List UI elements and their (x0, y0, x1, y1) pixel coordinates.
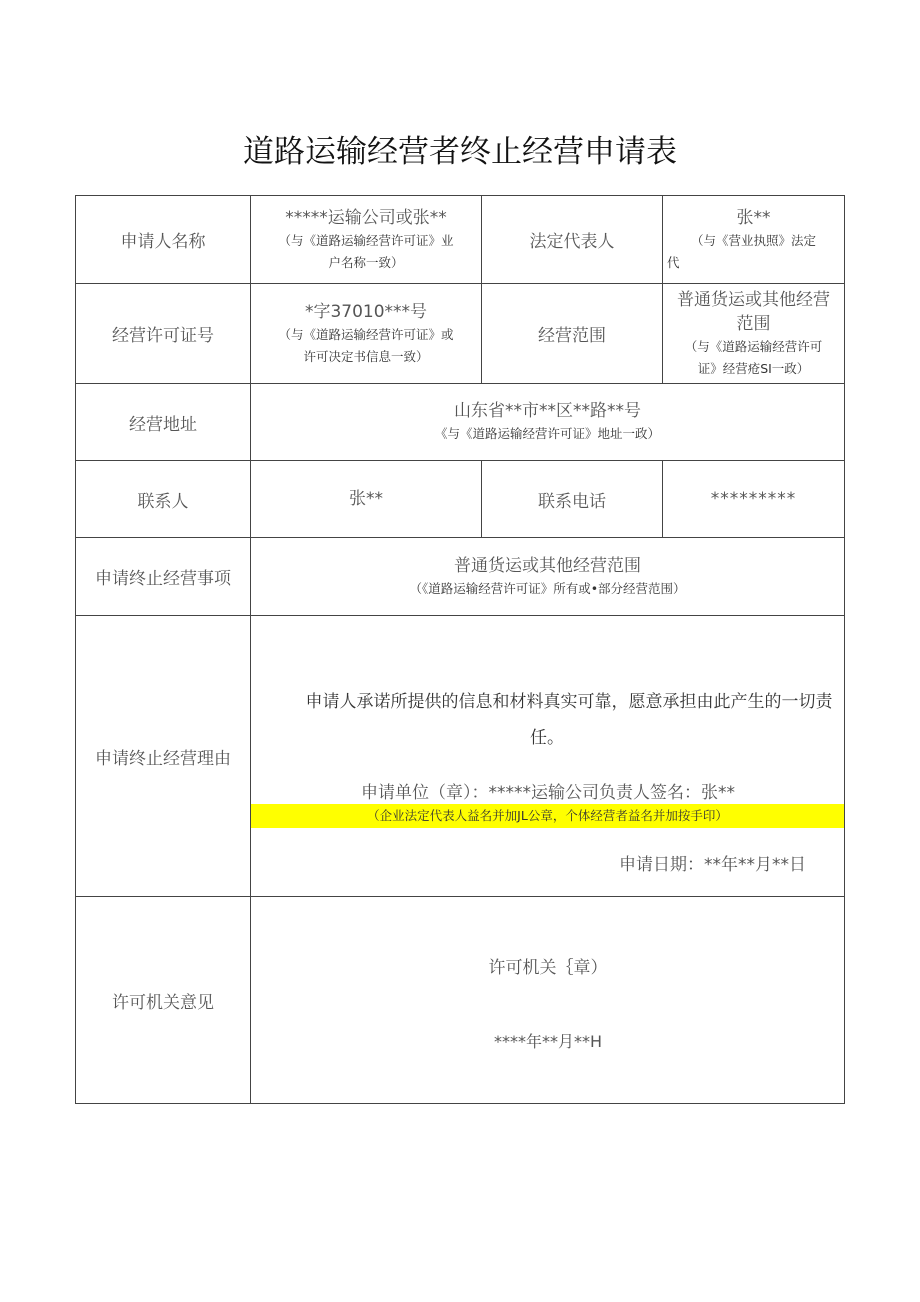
authority-opinion-label: 许可机关意见 (112, 992, 214, 1013)
applicant-pledge-text: 申请人承诺所提供的信息和材料真实可靠，愿意承担由此产生的一切责任。 (305, 692, 833, 748)
contact-person-cell (251, 461, 482, 538)
business-address-cell (251, 384, 844, 461)
contact-phone-label-cell (482, 461, 663, 538)
applicant-name-label-cell (76, 196, 251, 284)
application-form (75, 195, 845, 1104)
business-address-note: 《与《道路运输经营许可证》地址一政） (434, 426, 660, 441)
applicant-signature-line: 申请单位（章）：*****运输公司负责人签名：张** (361, 783, 735, 803)
termination-items-label-cell (76, 538, 251, 616)
license-number-label: 经营许可证号 (112, 326, 214, 346)
applicant-name-value: *****运输公司或张** (285, 207, 447, 228)
contact-person-label-cell (76, 461, 251, 538)
business-scope-value-line1: 普通货运或其他经营 (677, 289, 830, 310)
contact-person-value: 张** (349, 489, 383, 509)
legal-rep-value: 张** (736, 208, 771, 228)
business-scope-label: 经营范围 (538, 326, 606, 346)
legal-rep-label: 法定代表人 (529, 232, 615, 252)
business-scope-note-line2: 证》经营疮SI一政） (697, 360, 810, 376)
legal-rep-note-line1: （与《营业执照》法定 (690, 233, 816, 248)
license-number-note-line1: （与《道路运输经营许可证》或 (278, 326, 454, 342)
form-title: 道路运输经营者终止经营申请表 (243, 134, 677, 170)
applicant-name-label: 申请人名称 (120, 232, 206, 252)
license-number-label-cell (76, 284, 251, 384)
authority-opinion-cell (251, 897, 844, 1103)
termination-items-label: 申请终止经营事项 (95, 569, 231, 589)
legal-rep-cell (663, 196, 844, 284)
authority-opinion-label-cell (76, 897, 251, 1103)
authority-date: ****年**月**H (493, 1032, 603, 1051)
license-number-note-line2: 许可决定书信息一致） (303, 348, 429, 364)
contact-phone-label: 联系电话 (538, 491, 606, 512)
business-address-label-cell (76, 384, 251, 461)
termination-items-note: （《道路运输经营许可证》所有或•部分经营范围） (409, 580, 686, 596)
application-date: 申请日期：**年**月**日 (619, 855, 806, 875)
business-address-label: 经营地址 (129, 414, 197, 435)
business-scope-note-line1: （与《道路运输经营许可 (684, 338, 823, 354)
license-number-value: *字37010***号 (304, 301, 428, 322)
license-number-cell (251, 284, 482, 384)
applicant-name-note-line1: （与《道路运输经营许可证》业 (278, 232, 454, 248)
contact-phone-cell (663, 461, 844, 538)
contact-phone-value: ********* (710, 489, 797, 509)
termination-reason-label: 申请终止经营理由 (95, 748, 231, 769)
authority-seal-line: 许可机关｛章） (488, 958, 608, 978)
business-scope-cell (663, 284, 844, 384)
termination-items-cell (251, 538, 844, 616)
business-scope-label-cell (482, 284, 663, 384)
legal-rep-note-line2: 代 (667, 255, 680, 270)
legal-rep-label-cell (482, 196, 663, 284)
applicant-name-note-line2: 户名称一致） (328, 254, 404, 270)
business-scope-value-line2: 范围 (736, 313, 771, 334)
termination-items-value: 普通货运或其他经营范围 (454, 555, 641, 576)
termination-reason-label-cell (76, 616, 251, 897)
signature-instruction-highlight: （企业法定代表人益名并加JL公章，个体经营者益名并加按手印） (251, 804, 844, 828)
applicant-name-cell (251, 196, 482, 284)
contact-person-label: 联系人 (137, 491, 189, 512)
termination-reason-cell (251, 616, 844, 897)
business-address-value: 山东省**市**区**路**号 (454, 401, 641, 421)
